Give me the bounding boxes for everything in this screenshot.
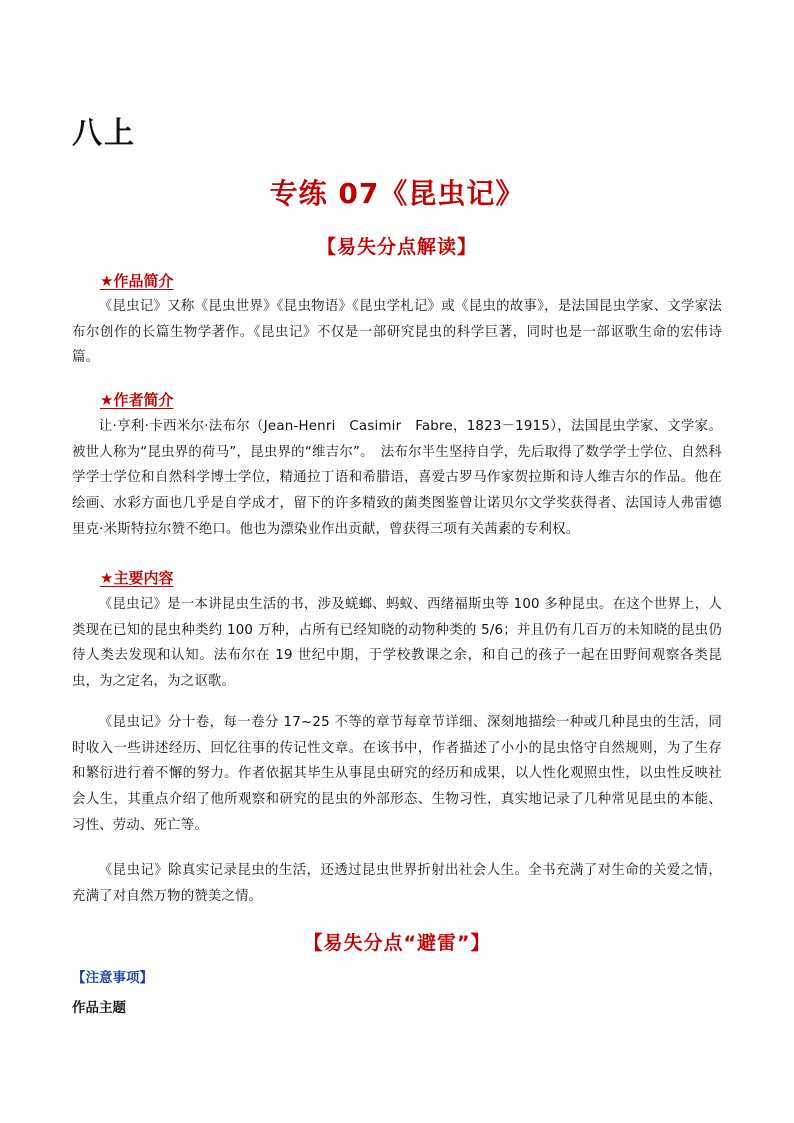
main-content-heading: ★主要内容 — [100, 569, 174, 587]
main-content-paragraph-1: 《昆虫记》是一本讲昆虫生活的书，涉及蜣螂、蚂蚁、西绪福斯虫等 100 多种昆虫。在这个世界上，人类现在已知的昆虫种类约 100 万种，占所有已经知晓的动物种类的 5/6；并且仍有几百万的未知晓的昆虫仍待人类去发现和认知。法布尔在 19 世纪中期，于学校教课之余，和自己的孩子一起在田野间观察各类昆虫，为之定名，为之讴歌。 — [72, 597, 722, 690]
topic-label: 作品主题 — [72, 1000, 126, 1016]
notes-label: 【注意事项】 — [72, 970, 153, 986]
section-heading-analysis: 【易失分点解读】 — [316, 236, 477, 258]
main-content-paragraph-3: 《昆虫记》除真实记录昆虫的生活，还透过昆虫世界折射出社会人生。全书充满了对生命的关爱之情，充满了对自然万物的赞美之情。 — [72, 863, 722, 904]
section-heading-avoid: 【易失分点“避雷”】 — [303, 932, 491, 954]
page-title: 专练 07《昆虫记》 — [269, 177, 525, 210]
works-intro-paragraph: 《昆虫记》又称《昆虫世界》《昆虫物语》《昆虫学札记》或《昆虫的故事》，是法国昆虫学家、文学家法布尔创作的长篇生物学著作。《昆虫记》不仅是一部研究昆虫的科学巨著，同时也是一部讴歌生命的宏伟诗篇。 — [72, 299, 722, 366]
author-intro-paragraph: 让·亨利·卡西米尔·法布尔（Jean-Henri Casimir Fabre，1823－1915），法国昆虫学家、文学家。被世人称为“昆虫界的荷马”，昆虫界的“维吉尔”。 法布尔半生坚持自学，先后取得了数学学士学位、自然科学学士学位和自然科学博士学位，精通拉丁语和希腊语，喜爱古罗马作家贺拉斯和诗人维吉尔的作品。他在绘画、水彩方面也几乎是自学成才，留下的许多精致的菌类图鉴曾让诺贝尔文学奖获得者、法国诗人弗雷德里克·米斯特拉尔赞不绝口。他也为漂染业作出贡献，曾获得三项有关茜素的专利权。 — [72, 419, 722, 537]
works-intro-heading: ★作品简介 — [100, 272, 174, 290]
author-intro-heading: ★作者简介 — [100, 391, 174, 409]
grade-label: 八上 — [72, 116, 136, 151]
main-content-paragraph-2: 《昆虫记》分十卷，每一卷分 17~25 不等的章节每章节详细、深刻地描绘一种或几种昆虫的生活，同时收入一些讲述经历、回忆往事的传记性文章。在该书中，作者描述了小小的昆虫恪守自然规则，为了生存和繁衍进行着不懈的努力。作者依据其毕生从事昆虫研究的经历和成果，以人性化观照虫性，以虫性反映社会人生，其重点介绍了他所观察和研究的昆虫的外部形态、生物习性，真实地记录了几种常见昆虫的本能、习性、劳动、死亡等。 — [72, 715, 722, 833]
